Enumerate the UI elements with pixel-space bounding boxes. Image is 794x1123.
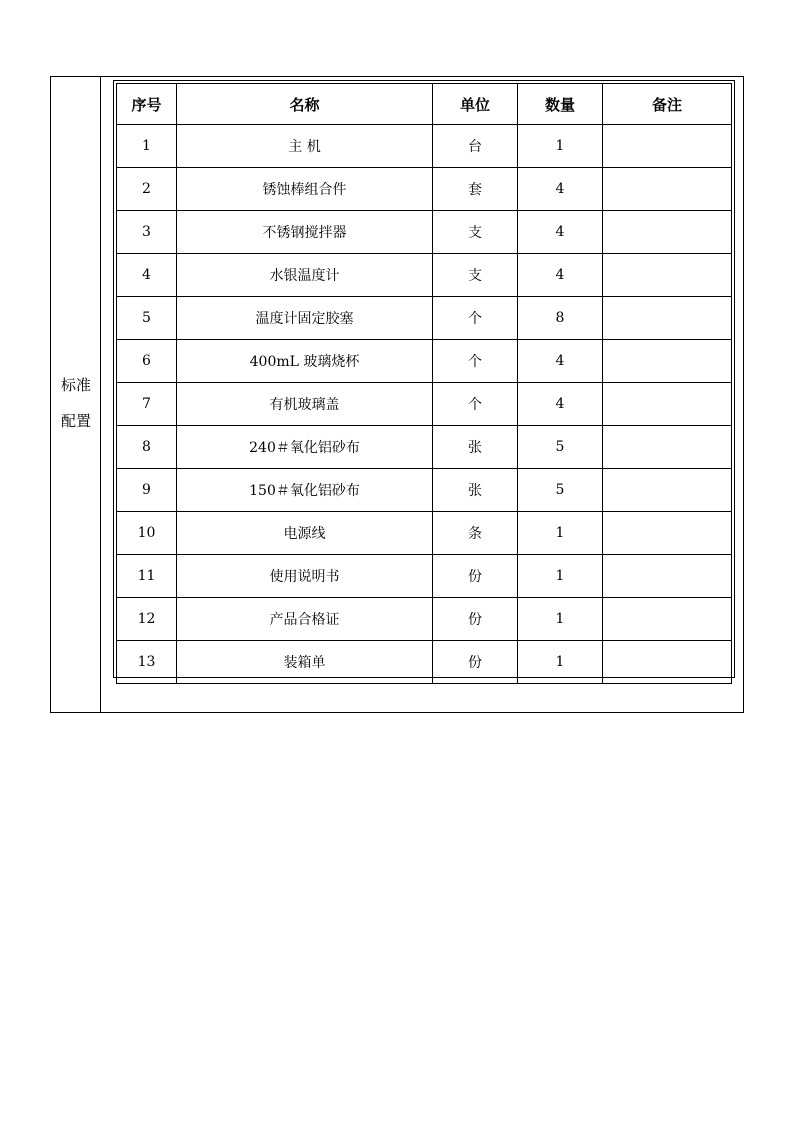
cell-name: 400mL 玻璃烧杯 — [177, 340, 433, 383]
cell-name: 有机玻璃盖 — [177, 383, 433, 426]
cell-qty: 4 — [518, 168, 603, 211]
cell-qty: 1 — [518, 125, 603, 168]
cell-unit: 个 — [433, 340, 518, 383]
cell-name: 装箱单 — [177, 641, 433, 684]
table-row — [117, 340, 732, 383]
cell-qty: 4 — [518, 254, 603, 297]
cell-no: 3 — [117, 211, 177, 254]
configuration-table-frame — [113, 80, 735, 678]
cell-note — [603, 641, 732, 684]
section-label-column — [51, 77, 101, 712]
cell-unit: 套 — [433, 168, 518, 211]
cell-qty: 1 — [518, 555, 603, 598]
header-qty: 数量 — [518, 84, 603, 125]
standard-configuration-box — [50, 76, 744, 713]
table-row — [117, 641, 732, 684]
configuration-table — [116, 83, 732, 684]
cell-qty: 4 — [518, 383, 603, 426]
header-no: 序号 — [117, 84, 177, 125]
cell-no: 2 — [117, 168, 177, 211]
cell-no: 10 — [117, 512, 177, 555]
cell-no: 7 — [117, 383, 177, 426]
cell-note — [603, 211, 732, 254]
cell-unit: 条 — [433, 512, 518, 555]
cell-unit: 份 — [433, 555, 518, 598]
cell-note — [603, 125, 732, 168]
cell-unit: 个 — [433, 297, 518, 340]
header-note: 备注 — [603, 84, 732, 125]
cell-note — [603, 512, 732, 555]
cell-name: 温度计固定胶塞 — [177, 297, 433, 340]
cell-unit: 份 — [433, 598, 518, 641]
cell-qty: 4 — [518, 340, 603, 383]
table-row — [117, 254, 732, 297]
cell-note — [603, 254, 732, 297]
cell-note — [603, 340, 732, 383]
cell-unit: 支 — [433, 211, 518, 254]
cell-name: 水银温度计 — [177, 254, 433, 297]
cell-name: 锈蚀棒组合件 — [177, 168, 433, 211]
cell-note — [603, 383, 732, 426]
cell-no: 8 — [117, 426, 177, 469]
cell-name: 主 机 — [177, 125, 433, 168]
table-row — [117, 383, 732, 426]
cell-qty: 5 — [518, 469, 603, 512]
header-name: 名称 — [177, 84, 433, 125]
table-row — [117, 469, 732, 512]
table-row — [117, 297, 732, 340]
cell-note — [603, 297, 732, 340]
cell-no: 9 — [117, 469, 177, 512]
table-header-row — [117, 84, 732, 125]
table-row — [117, 211, 732, 254]
cell-name: 240＃氧化铝砂布 — [177, 426, 433, 469]
cell-no: 1 — [117, 125, 177, 168]
cell-note — [603, 426, 732, 469]
cell-qty: 1 — [518, 598, 603, 641]
cell-name: 不锈钢搅拌器 — [177, 211, 433, 254]
cell-note — [603, 555, 732, 598]
cell-no: 5 — [117, 297, 177, 340]
table-row — [117, 555, 732, 598]
cell-qty: 5 — [518, 426, 603, 469]
cell-no: 4 — [117, 254, 177, 297]
cell-name: 产品合格证 — [177, 598, 433, 641]
cell-name: 使用说明书 — [177, 555, 433, 598]
cell-qty: 1 — [518, 641, 603, 684]
cell-no: 6 — [117, 340, 177, 383]
cell-unit: 支 — [433, 254, 518, 297]
cell-name: 电源线 — [177, 512, 433, 555]
table-row — [117, 512, 732, 555]
cell-unit: 张 — [433, 426, 518, 469]
cell-note — [603, 469, 732, 512]
cell-qty: 4 — [518, 211, 603, 254]
cell-qty: 8 — [518, 297, 603, 340]
cell-unit: 份 — [433, 641, 518, 684]
header-unit: 单位 — [433, 84, 518, 125]
table-row — [117, 426, 732, 469]
cell-note — [603, 168, 732, 211]
cell-qty: 1 — [518, 512, 603, 555]
cell-no: 12 — [117, 598, 177, 641]
cell-unit: 台 — [433, 125, 518, 168]
cell-no: 13 — [117, 641, 177, 684]
cell-name: 150＃氧化铝砂布 — [177, 469, 433, 512]
cell-note — [603, 598, 732, 641]
table-row — [117, 125, 732, 168]
section-label-line-2: 配置 — [60, 412, 91, 430]
table-row — [117, 168, 732, 211]
section-label — [51, 367, 101, 439]
section-label-line-1: 标准 — [60, 376, 91, 394]
cell-no: 11 — [117, 555, 177, 598]
cell-unit: 个 — [433, 383, 518, 426]
cell-unit: 张 — [433, 469, 518, 512]
table-row — [117, 598, 732, 641]
